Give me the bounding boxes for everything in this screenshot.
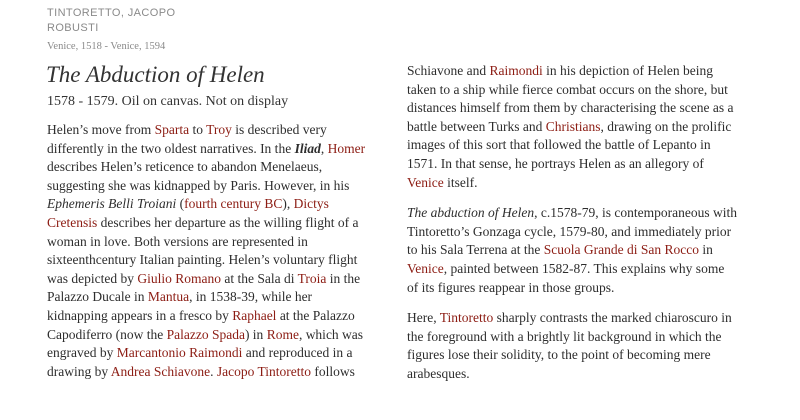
link-homer[interactable]: Homer <box>327 140 366 156</box>
link-scuola-grande-di-san-rocco[interactable]: Scuola Grande di San Rocco <box>543 242 699 258</box>
link-troia[interactable]: Troia <box>297 270 327 286</box>
link-venice[interactable]: Venice <box>407 174 444 190</box>
link-christians[interactable]: Christians <box>545 118 601 134</box>
artist-dates: Venice, 1518 - Venice, 1594 <box>47 41 166 52</box>
artwork-meta: 1578 - 1579. Oil on canvas. Not on display <box>47 94 289 109</box>
abduction-title-italic: The abduction of Helen <box>407 205 535 221</box>
description-column-left <box>47 121 367 381</box>
description-paragraph: The abduction of Helen, c.1578-79, is contemporaneous with Tintoretto’s Gonzaga cycle, 1579-80, and immediately prior to his Sala Terrena at the Scuola Grande di San Rocco in Venice, painted between 1582-87. This explains why some of its figures reappear in those groups. <box>407 205 737 295</box>
link-mantua[interactable]: Mantua <box>147 289 190 305</box>
link-rome[interactable]: Rome <box>266 326 299 342</box>
link-dictys-cretensis[interactable]: Dictys Cretensis <box>47 196 329 230</box>
link-sparta[interactable]: Sparta <box>154 122 190 137</box>
link-fourth-century-bc[interactable]: fourth century BC <box>184 196 283 212</box>
description-column-right <box>407 62 737 384</box>
artist-name: TINTORETTO, JACOPO ROBUSTI <box>47 7 176 34</box>
link-palazzo-spada[interactable]: Palazzo Spada <box>166 326 245 342</box>
link-raphael[interactable]: Raphael <box>232 307 277 323</box>
description-paragraph: Here, Tintoretto sharply contrasts the marked chiaroscuro in the foreground with a brightly lit background in which the figures lose their solidity, to the point of becoming mere arabesques. <box>407 310 732 381</box>
link-andrea-schiavone[interactable]: Andrea Schiavone <box>110 363 211 379</box>
description-paragraph: Helen’s move from Sparta to Troy is described very differently in the two oldest narratives. In the Iliad, Homer describes Helen’s reticence to abandon Menelaeus, suggesting she was kidnapped by Paris. However, in his Ephemeris Belli Troiani (fourth century BC), Dictys Cretensis describes her departure as the willing flight of a woman in love. Both versions are represented in sixteenthcentury Italian painting. Helen’s voluntary flight was depicted by Giulio Romano at the Sala di Troia in the Palazzo Ducale in Mantua, in 1538-39, while her kidnapping appears in a fresco by Raphael at the Palazzo Capodiferro (now the Palazzo Spada) in Rome, which was engraved by Marcantonio Raimondi and reproduced in a drawing by Andrea Schiavone. Jacopo Tintoretto follows <box>47 122 366 379</box>
description-paragraph: Schiavone and Raimondi in his depiction of Helen being taken to a ship while fierce combat occurs on the shore, but distances himself from them by characterising the scene as a battle between Turks and Christians, drawing on the prolific images of this sort that followed the battle of Lepanto in 1571. In that sense, he portrays Helen as an allegory of Venice itself. <box>407 63 734 190</box>
link-venice[interactable]: Venice <box>407 260 444 276</box>
link-tintoretto[interactable]: Tintoretto <box>439 310 494 326</box>
link-giulio-romano[interactable]: Giulio Romano <box>137 270 221 286</box>
ephemeris-title: Ephemeris Belli Troiani <box>47 196 177 212</box>
link-raimondi[interactable]: Raimondi <box>489 63 543 78</box>
artwork-title: The Abduction of Helen <box>46 62 265 87</box>
link-troy[interactable]: Troy <box>206 122 232 137</box>
link-marcantonio-raimondi[interactable]: Marcantonio Raimondi <box>116 345 243 361</box>
iliad-title: Iliad <box>294 140 321 156</box>
link-jacopo-tintoretto[interactable]: Jacopo Tintoretto <box>216 363 311 379</box>
